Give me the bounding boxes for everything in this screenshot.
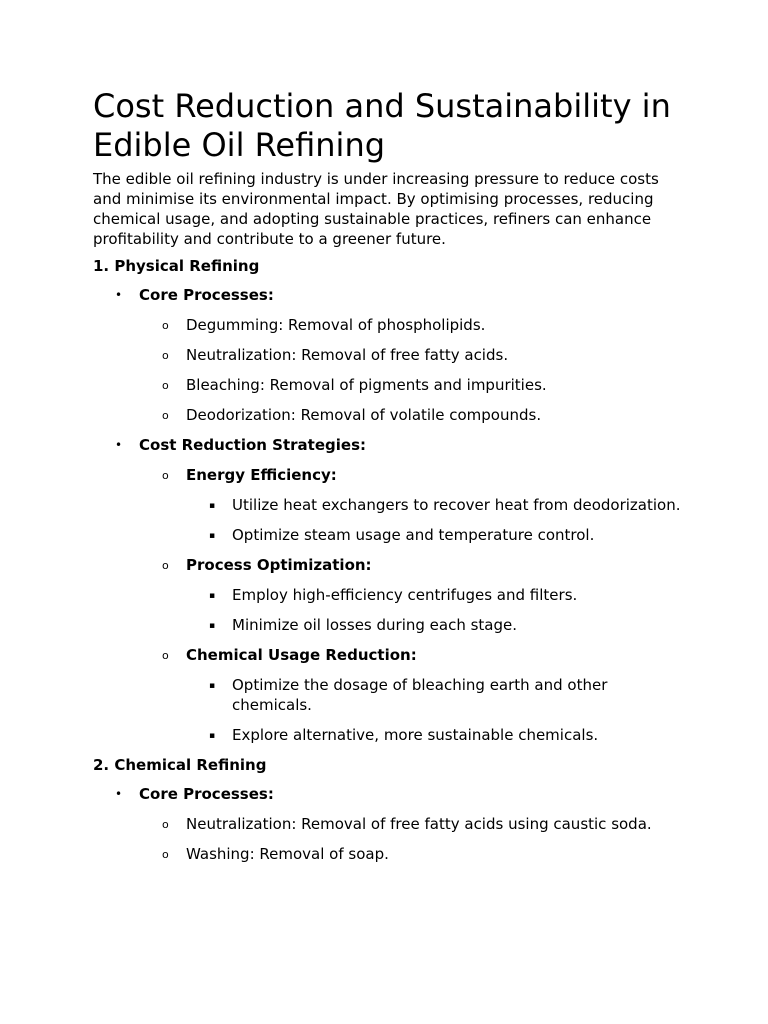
list-item [93, 345, 683, 365]
list-item-label: Energy Efficiency: [186, 466, 337, 484]
list-item-text: Neutralization: Removal of free fatty acids. [186, 346, 509, 364]
document-page [93, 87, 683, 874]
list-item [93, 844, 683, 864]
physical-refining-list [93, 285, 683, 745]
list-item-process-optimization [93, 555, 683, 575]
list-item [93, 315, 683, 335]
bullet-circle-icon: o [162, 319, 169, 332]
list-item [93, 405, 683, 425]
list-item [93, 525, 683, 545]
list-item-label: Chemical Usage Reduction: [186, 646, 417, 664]
bullet-circle-icon: o [162, 409, 169, 422]
section-heading-chemical-refining: 2. Chemical Refining [93, 756, 267, 774]
chemical-refining-list [93, 784, 683, 864]
bullet-disc-icon: • [115, 288, 123, 302]
list-item [93, 675, 683, 715]
list-item-label: Core Processes: [139, 286, 274, 304]
list-item [93, 375, 683, 395]
bullet-circle-icon: o [162, 848, 169, 861]
list-item-text: Bleaching: Removal of pigments and impurities. [186, 376, 547, 394]
list-item [93, 814, 683, 834]
section-heading-physical-refining: 1. Physical Refining [93, 257, 260, 275]
list-item-text: Neutralization: Removal of free fatty acids using caustic soda. [186, 815, 652, 833]
list-item-label: Core Processes: [139, 785, 274, 803]
bullet-square-icon: ▪ [209, 501, 216, 511]
list-item-core-processes [93, 285, 683, 305]
bullet-square-icon: ▪ [209, 531, 216, 541]
list-item-text: Explore alternative, more sustainable chemicals. [232, 726, 599, 744]
list-item-text: Minimize oil losses during each stage. [232, 616, 518, 634]
list-item-text: Degumming: Removal of phospholipids. [186, 316, 486, 334]
list-item-text: Washing: Removal of soap. [186, 845, 389, 863]
list-item-text: Deodorization: Removal of volatile compounds. [186, 406, 542, 424]
bullet-disc-icon: • [115, 438, 123, 452]
bullet-circle-icon: o [162, 649, 169, 662]
bullet-circle-icon: o [162, 559, 169, 572]
list-item-label: Process Optimization: [186, 556, 372, 574]
document-title: Cost Reduction and Sustainability in Edible Oil Refining [93, 87, 671, 164]
intro-paragraph: The edible oil refining industry is under increasing pressure to reduce costs and minimise its environmental impact. By optimising processes, reducing chemical usage, and adopting sustainable practices, refiners can enhance profitability and contribute to a greener future. [93, 170, 659, 248]
bullet-square-icon: ▪ [209, 681, 216, 691]
bullet-square-icon: ▪ [209, 591, 216, 601]
list-item-energy-efficiency [93, 465, 683, 485]
list-item-label: Cost Reduction Strategies: [139, 436, 366, 454]
bullet-circle-icon: o [162, 818, 169, 831]
list-item-core-processes [93, 784, 683, 804]
list-item-cost-reduction-strategies [93, 435, 683, 455]
list-item-text: Employ high-efficiency centrifuges and filters. [232, 586, 578, 604]
list-item [93, 725, 683, 745]
list-item [93, 615, 683, 635]
bullet-circle-icon: o [162, 469, 169, 482]
bullet-square-icon: ▪ [209, 621, 216, 631]
list-item-chemical-usage-reduction [93, 645, 683, 665]
list-item-text: Optimize steam usage and temperature control. [232, 526, 595, 544]
bullet-square-icon: ▪ [209, 731, 216, 741]
bullet-disc-icon: • [115, 787, 123, 801]
bullet-circle-icon: o [162, 349, 169, 362]
list-item [93, 495, 683, 515]
list-item [93, 585, 683, 605]
list-item-text: Utilize heat exchangers to recover heat from deodorization. [232, 496, 681, 514]
list-item-text: Optimize the dosage of bleaching earth and other chemicals. [232, 676, 608, 714]
bullet-circle-icon: o [162, 379, 169, 392]
